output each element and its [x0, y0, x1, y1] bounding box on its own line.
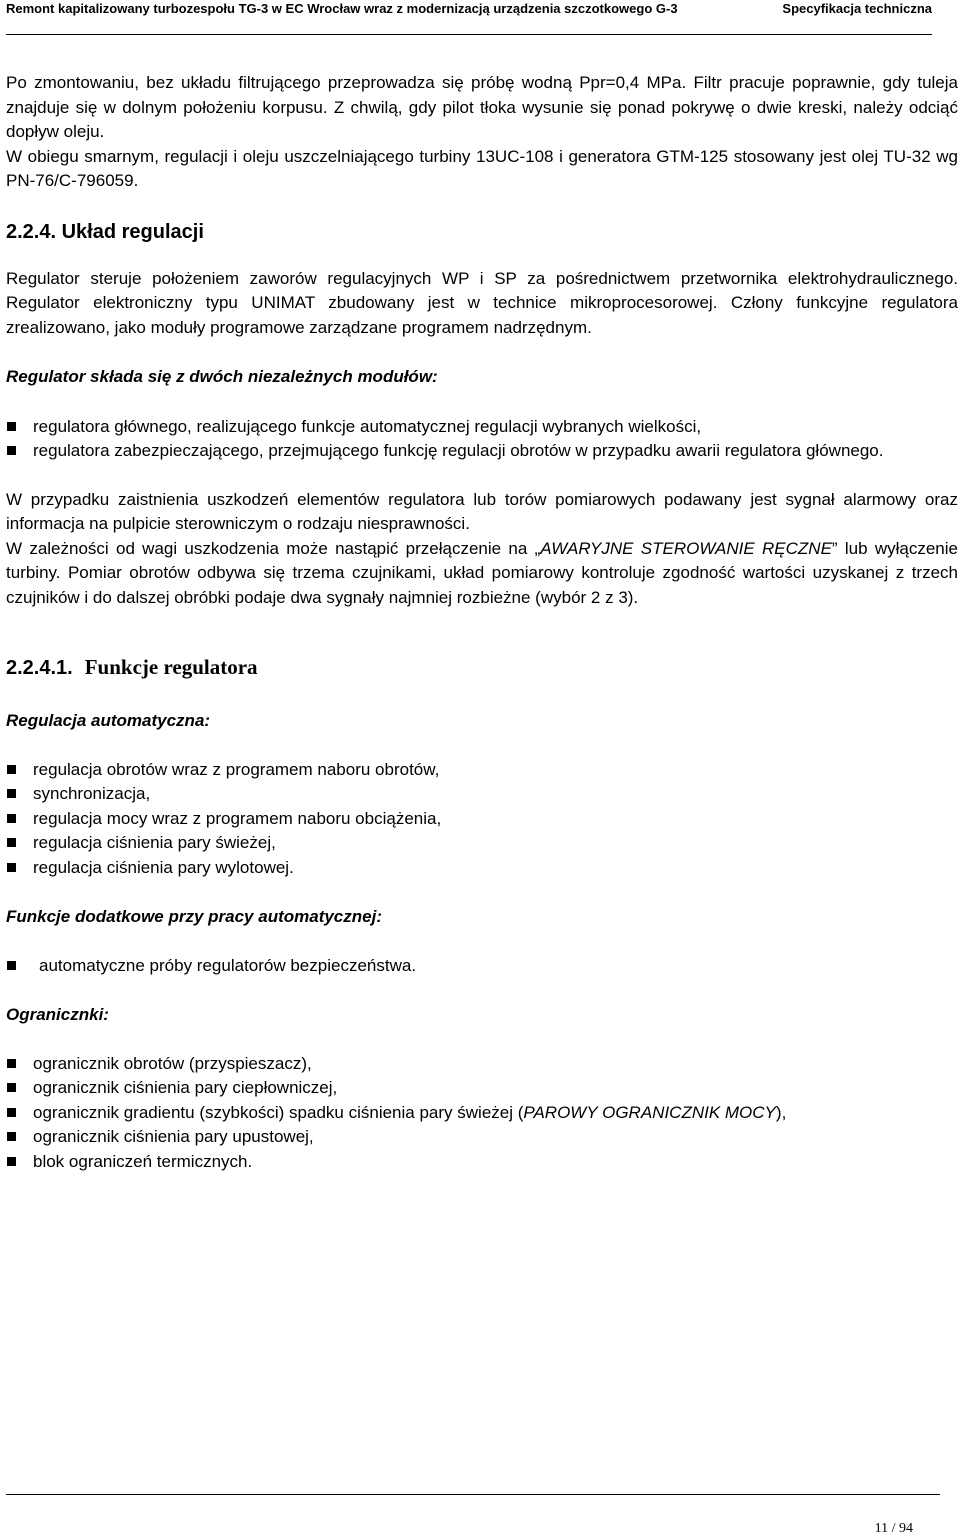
square-bullet-icon — [7, 814, 16, 823]
footer-divider — [6, 1494, 940, 1495]
list-item: regulacja ciśnienia pary wylotowej. — [6, 856, 958, 881]
square-bullet-icon — [7, 765, 16, 774]
paragraph: Regulator steruje położeniem zaworów regulacyjnych WP i SP za pośrednictwem przetwornika elektrohydraulicznego. Regulator elektroniczny typu UNIMAT zbudowany jest w technice mikroprocesorowej. Człony funkcyjne regulatora zrealizowano, jako moduły programowe zarządzane programem nadrzędnym. — [6, 268, 958, 337]
square-bullet-icon — [7, 1157, 16, 1166]
square-bullet-icon — [7, 1132, 16, 1141]
paragraph: W obiegu smarnym, regulacji i oleju uszczelniającego turbiny 13UC-108 i generatora GTM-125 stosowany jest olej TU-32 wg PN-76/C-796059. — [6, 146, 958, 190]
document-type: Specyfikacja techniczna — [782, 1, 932, 16]
list-item: regulatora głównego, realizującego funkcje automatycznej regulacji wybranych wielkości, — [6, 415, 958, 440]
list-item: blok ograniczeń termicznych. — [6, 1150, 958, 1175]
paragraph: W zależności od wagi uszkodzenia może nastąpić przełączenie na „AWARYJNE STEROWANIE RĘCZNE” lub wyłączenie turbiny. Pomiar obrotów odbywa się trzema czujnikami, układ pomiarowy kontroluje zgodność wartości uzyskanej z trzech czujników i do dalszej obróbki podaje dwa sygnały najmniej rozbieżne (wybór 2 z 3). — [6, 538, 958, 607]
limiters-list — [6, 1052, 958, 1175]
subheading-modules: Regulator składa się z dwóch niezależnych modułów: — [6, 367, 438, 386]
square-bullet-icon — [7, 422, 16, 431]
list-item: synchronizacja, — [6, 782, 958, 807]
modules-list — [6, 415, 958, 464]
list-item: regulacja obrotów wraz z programem naboru obrotów, — [6, 758, 958, 783]
list-item: regulacja ciśnienia pary świeżej, — [6, 831, 958, 856]
square-bullet-icon — [7, 863, 16, 872]
emergency-mode-label: AWARYJNE STEROWANIE RĘCZNE — [540, 538, 832, 558]
square-bullet-icon — [7, 1083, 16, 1092]
extra-functions-list — [6, 954, 958, 979]
square-bullet-icon — [7, 446, 16, 455]
subsection-heading: 2.2.4.1. Funkcje regulatora — [6, 655, 258, 679]
page-header — [6, 0, 932, 35]
list-item: ogranicznik ciśnienia pary ciepłowniczej, — [6, 1076, 958, 1101]
section-heading: 2.2.4. Układ regulacji — [6, 220, 204, 243]
paragraph: Po zmontowaniu, bez układu filtrującego przeprowadza się próbę wodną Ppr=0,4 MPa. Filtr pracuje poprawnie, gdy tuleja znajduje się w dolnym położeniu korpusu. Z chwilą, gdy pilot tłoka wysunie się ponad pokrywę o dwie kreski, należy odciąć dopływ oleju. — [6, 73, 958, 141]
page-number: 11 / 94 — [874, 1521, 913, 1536]
square-bullet-icon — [7, 961, 16, 970]
list-item: ogranicznik ciśnienia pary upustowej, — [6, 1125, 958, 1150]
auto-regulation-list — [6, 758, 958, 881]
list-item: ogranicznik obrotów (przyspieszacz), — [6, 1052, 958, 1077]
list-item: regulacja mocy wraz z programem naboru obciążenia, — [6, 807, 958, 832]
subheading-limits: Ogranicznki: — [6, 1005, 109, 1024]
list-item: ogranicznik gradientu (szybkości) spadku ciśnienia pary świeżej (PAROWY OGRANICZNIK MOCY), — [6, 1101, 958, 1126]
paragraph: W przypadku zaistnienia uszkodzeń elementów regulatora lub torów pomiarowych podawany jest sygnał alarmowy oraz informacja na pulpicie sterowniczym o rodzaju niesprawności. — [6, 489, 958, 533]
document-title: Remont kapitalizowany turbozespołu TG-3 w EC Wrocław wraz z modernizacją urządzenia szczotkowego G-3 — [6, 1, 678, 16]
square-bullet-icon — [7, 1108, 16, 1117]
square-bullet-icon — [7, 1059, 16, 1068]
square-bullet-icon — [7, 789, 16, 798]
subheading-extra: Funkcje dodatkowe przy pracy automatycznej: — [6, 907, 382, 926]
subheading-auto: Regulacja automatyczna: — [6, 711, 211, 730]
square-bullet-icon — [7, 838, 16, 847]
document-body — [6, 71, 958, 1174]
list-item: automatyczne próby regulatorów bezpieczeństwa. — [6, 954, 958, 979]
list-item: regulatora zabezpieczającego, przejmującego funkcję regulacji obrotów w przypadku awarii regulatora głównego. — [6, 439, 958, 464]
